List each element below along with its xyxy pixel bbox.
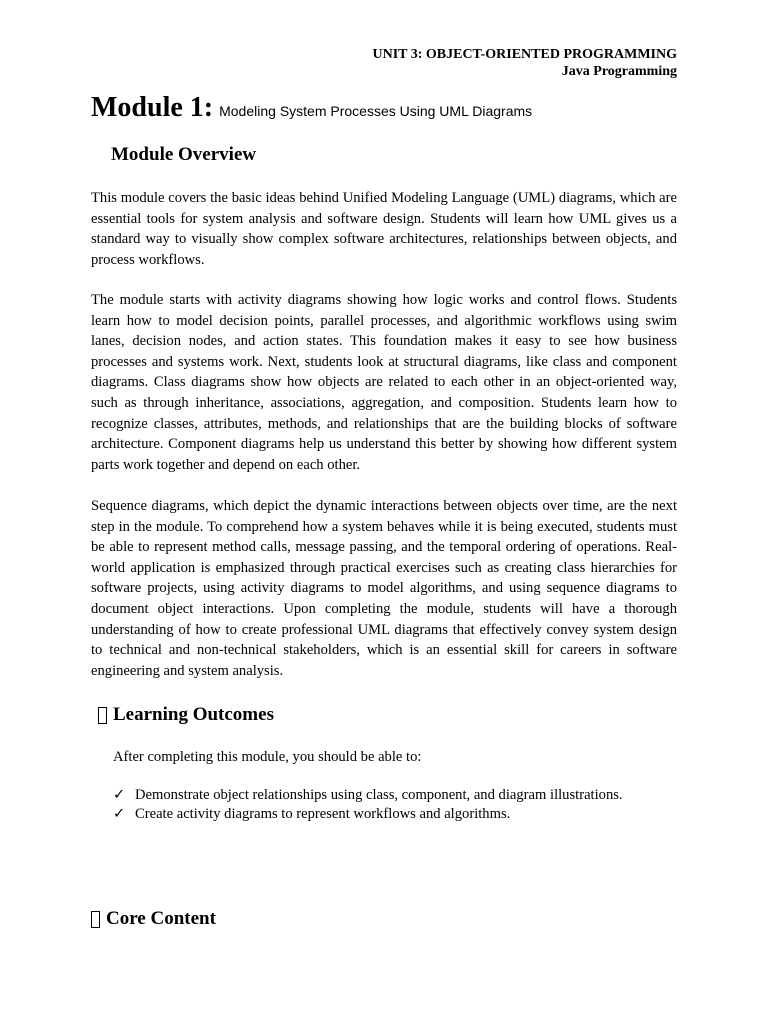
list-item <box>113 805 623 824</box>
overview-paragraph: The module starts with activity diagrams showing how logic works and control flows. Students learn how to model decision points, parallel processes, and algorithmic workflows using swim lanes, decision nodes, and action states. This foundation makes it easy to see how business processes and systems work. Next, students look at structural diagrams, like class and component diagrams. Class diagrams show how objects are related to each other in an object-oriented way, such as through inheritance, associations, aggregation, and composition. Students learn how to recognize classes, attributes, methods, and relationships that are the building blocks of software architecture. Component diagrams help us understand this better by showing how different system parts work together and depend on each other. <box>91 292 677 473</box>
overview-paragraph: Sequence diagrams, which depict the dynamic interactions between objects over time, are the next step in the module. To comprehend how a system behaves while it is being executed, students must be able to represent method calls, message passing, and the temporal ordering of operations. Real-world application is emphasized through practical exercises such as creating class hierarchies for software projects, using activity diagrams to model algorithms, and using sequence diagrams to document object interactions. Upon completing the module, students will have a thorough understanding of how to create professional UML diagrams that effectively convey system design to technical and non-technical stakeholders, which is an essential skill for careers in software engineering and system analysis. <box>91 498 677 679</box>
core-content-label: Core Content <box>106 908 216 929</box>
learning-outcomes-list <box>113 786 623 823</box>
checkmark-icon: ✓ <box>113 787 126 803</box>
checkmark-icon: ✓ <box>113 805 126 822</box>
missing-glyph-icon <box>98 707 107 724</box>
list-item-text: Demonstrate object relationships using class, component, and diagram illustrations. <box>135 787 623 803</box>
learning-outcomes-label: Learning Outcomes <box>113 704 274 725</box>
learning-outcomes-heading <box>98 703 274 727</box>
module-subtitle: Modeling System Processes Using UML Diagrams <box>219 103 533 119</box>
page-header <box>372 46 677 80</box>
overview-heading: Module Overview <box>111 144 257 165</box>
unit-title: UNIT 3: OBJECT-ORIENTED PROGRAMMING <box>372 47 677 62</box>
missing-glyph-icon <box>91 911 100 928</box>
learning-outcomes-intro: After completing this module, you should be able to: <box>113 749 422 765</box>
list-item <box>113 786 623 805</box>
overview-paragraph: This module covers the basic ideas behind Unified Modeling Language (UML) diagrams, which are essential tools for system analysis and software design. Students will learn how UML gives us a standard way to visually show complex software architectures, relationships between objects, and process workflows. <box>91 190 677 268</box>
module-title <box>91 92 532 124</box>
list-item-text: Create activity diagrams to represent workflows and algorithms. <box>135 805 511 822</box>
module-number: Module 1: <box>91 92 214 123</box>
core-content-heading <box>91 907 216 931</box>
course-title: Java Programming <box>561 64 677 79</box>
